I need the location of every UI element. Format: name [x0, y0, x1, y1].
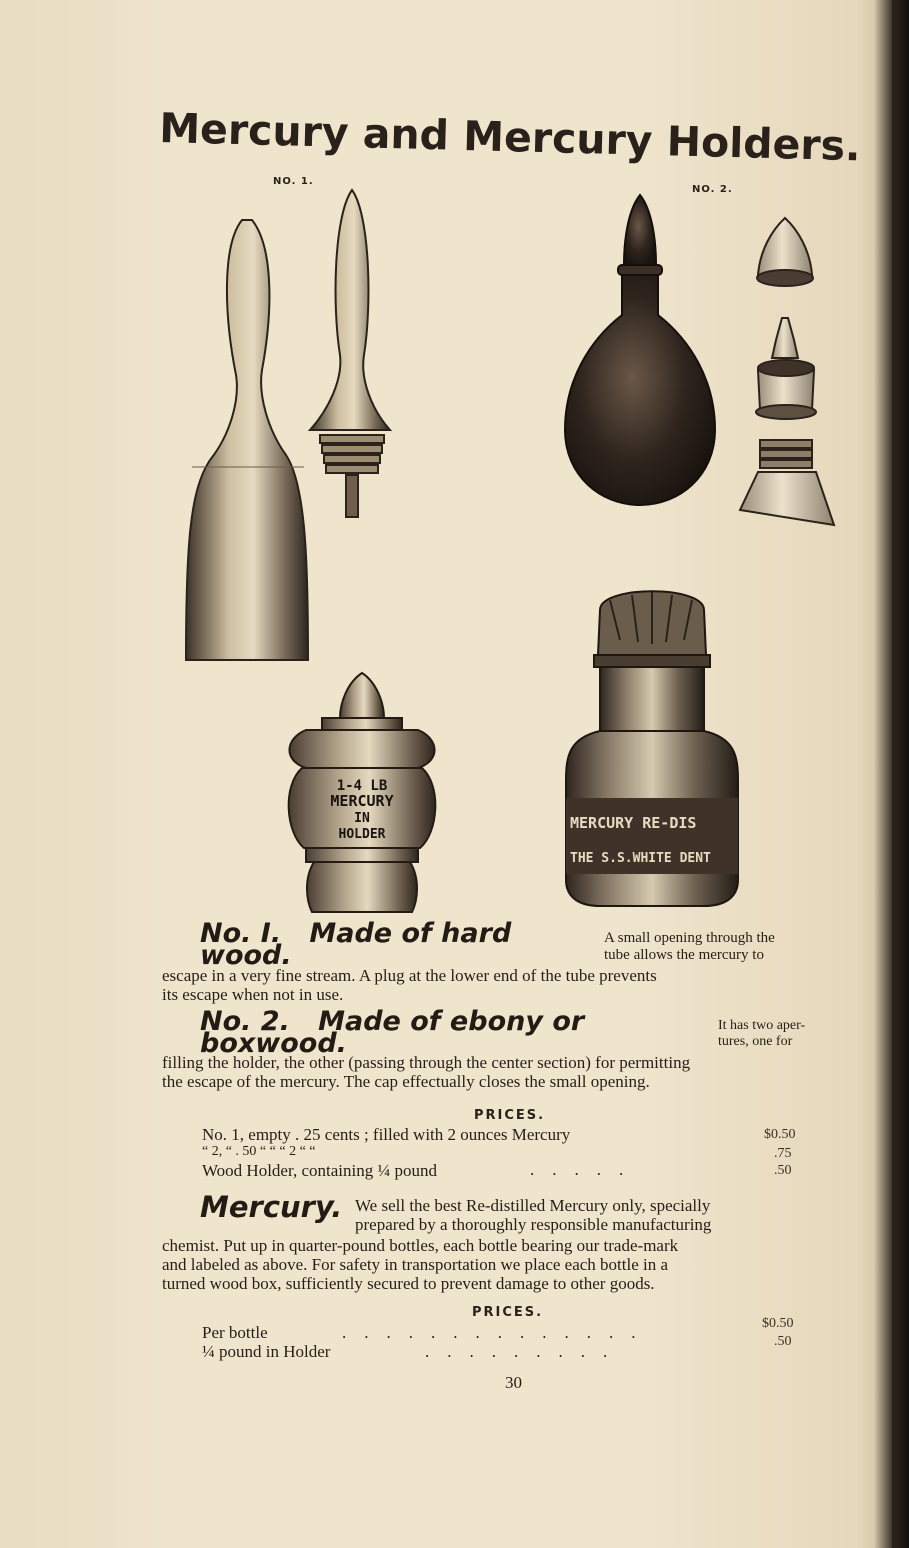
price-row-3-leaders: ..... [530, 1160, 642, 1179]
prices-heading-2: PRICES. [472, 1305, 544, 1320]
no2-side-text [718, 1018, 805, 1050]
bottle-label-line-2: THE S.S.WHITE DENT [570, 851, 711, 866]
page-number: 30 [505, 1373, 522, 1392]
no2-lead-title: Made of ebony or boxwood. [200, 1006, 585, 1059]
mercury-line-1: We sell the best Re-distilled Mercury only, specially [355, 1196, 711, 1215]
price-row-3-label: Wood Holder, containing ¼ pound [202, 1161, 437, 1180]
price2-row-2-label: ¼ pound in Holder [202, 1342, 331, 1361]
bottle-label-line-1: MERCURY RE-DIS [570, 814, 697, 832]
no2-heading [200, 1006, 700, 1059]
mercury-side-text [355, 1196, 855, 1234]
price-row-2-label: “ 2, “ . 50 “ “ “ 2 “ “ [202, 1144, 316, 1159]
no1-line-2: tube allows the mercury to [604, 947, 764, 963]
jar-label-line-4: HOLDER [338, 827, 386, 842]
price-row-1-value: $0.50 [764, 1127, 796, 1142]
book-spine-shadow [874, 0, 909, 1548]
no1-lead-number: No. I. [200, 918, 282, 949]
no2-line-1: It has two aper- [718, 1018, 806, 1033]
no2-line-4: the escape of the mercury. The cap effectually closes the small opening. [162, 1072, 650, 1091]
no2-body [162, 1053, 852, 1091]
mercury-bottle-illustration [560, 580, 744, 910]
no1-line-4: its escape when not in use. [162, 985, 344, 1004]
mercury-line-2: prepared by a thoroughly responsible manufacturing [355, 1215, 712, 1234]
no2-lead-number: No. 2. [200, 1006, 290, 1037]
price-row-1-label: No. 1, empty . 25 cents ; filled with 2 ounces Mercury [202, 1125, 571, 1144]
figure-label-no2: NO. 2. [692, 184, 733, 195]
mercury-in-holder-illustration [276, 668, 448, 916]
no1-heading [200, 918, 580, 971]
no1-body [162, 966, 852, 1004]
no1-side-text [604, 930, 775, 964]
price-row-3-value: .50 [774, 1163, 792, 1178]
price2-row-2-value: .50 [774, 1334, 792, 1349]
mercury-line-5: turned wood box, sufficiently secured to prevent damage to other goods. [162, 1274, 655, 1293]
no1-line-3: escape in a very fine stream. A plug at the lower end of the tube prevents [162, 966, 657, 985]
mercury-body [162, 1236, 862, 1293]
price2-row-1-label: Per bottle [202, 1323, 268, 1342]
no1-line-1: A small opening through the [604, 930, 775, 946]
page-title: Mercury and Mercury Holders. [158, 104, 862, 171]
jar-label-line-2: MERCURY [330, 792, 394, 810]
mercury-line-3: chemist. Put up in quarter-pound bottles, each bottle bearing our trade-mark [162, 1236, 679, 1255]
price-row-2-value: .75 [774, 1146, 792, 1161]
no2-line-2: tures, one for [718, 1034, 793, 1049]
jar-label-line-3: IN [354, 811, 370, 826]
mercury-lead: Mercury. [200, 1190, 343, 1224]
wood-holder-no1-illustration [180, 185, 420, 665]
mercury-line-4: and labeled as above. For safety in transportation we place each bottle in a [162, 1255, 669, 1274]
price2-row-1-leaders: .............. [342, 1323, 654, 1342]
ebony-holder-no2-illustration [560, 190, 840, 535]
mercury-heading [200, 1190, 343, 1224]
figure-label-no1: NO. 1. [273, 176, 314, 187]
price2-row-2-leaders: ......... [425, 1342, 626, 1361]
price2-row-1-value: $0.50 [762, 1316, 794, 1331]
prices-heading-1: PRICES. [474, 1108, 546, 1123]
jar-label-line-1: 1-4 LB [336, 778, 388, 794]
no1-lead-title: Made of hard wood. [200, 918, 512, 971]
no2-line-3: filling the holder, the other (passing through the center section) for permitting [162, 1053, 691, 1072]
